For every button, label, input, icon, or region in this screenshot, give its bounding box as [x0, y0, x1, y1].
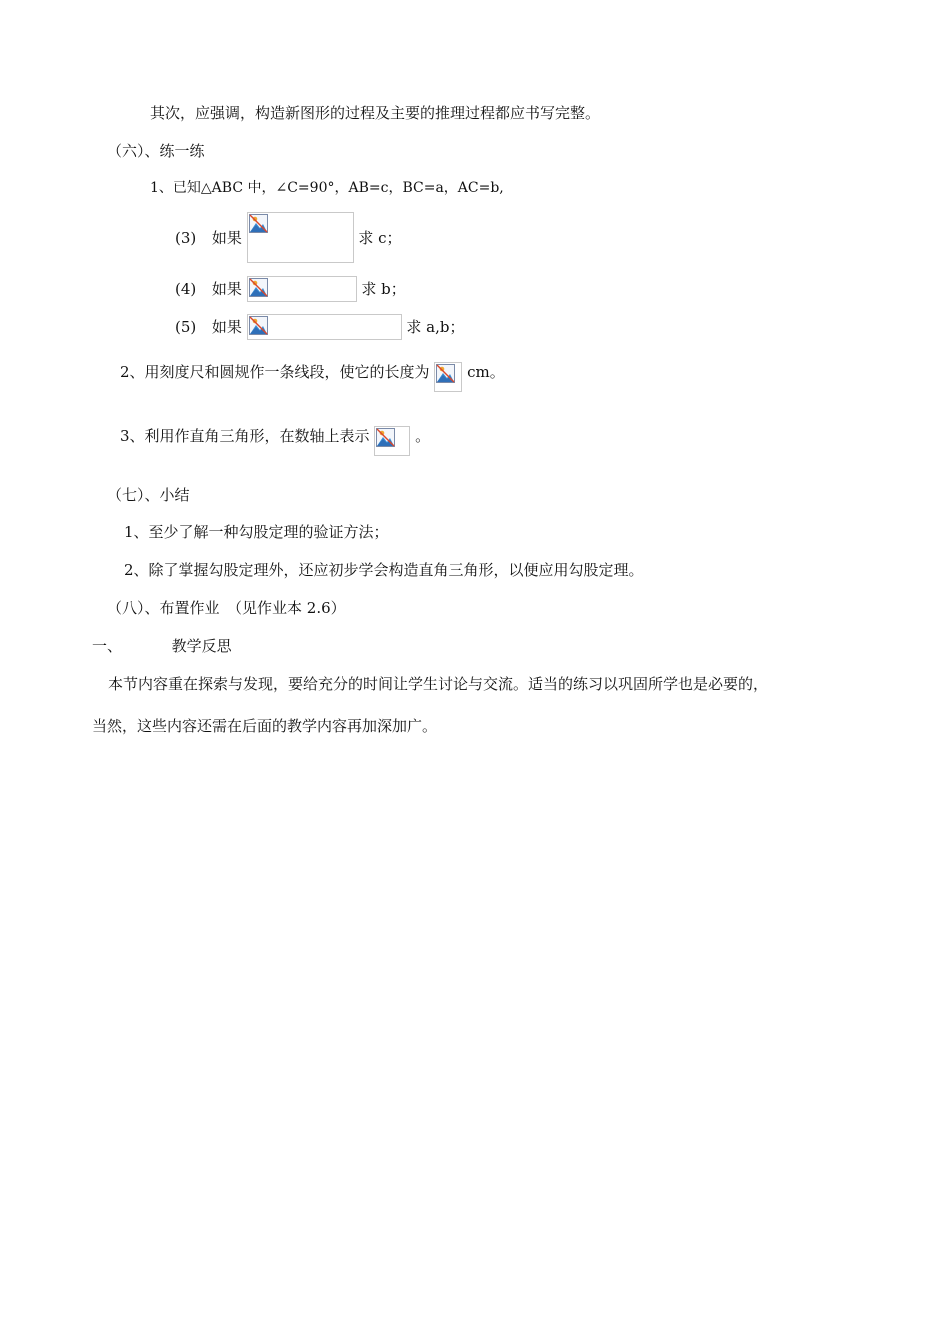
broken-image-icon [249, 316, 268, 335]
part-number: (4) [175, 280, 197, 298]
formula-image [247, 314, 402, 340]
broken-image-icon [249, 214, 268, 233]
question-2-unit: cm。 [467, 363, 505, 381]
heading-number: 一、 [92, 637, 123, 655]
question-1-part-3 [175, 212, 402, 264]
part-if-label: 如果 [211, 228, 242, 247]
question-2 [120, 362, 505, 394]
section-heading-practice: （六）、练一练 [107, 142, 205, 160]
formula-image [247, 276, 357, 302]
part-number: (5) [175, 318, 197, 336]
part-if-label: 如果 [211, 318, 242, 336]
heading-text: 教学反思 [171, 637, 232, 655]
part-number: (3) [175, 228, 197, 247]
broken-image-icon [376, 428, 395, 447]
question-3-end: 。 [415, 427, 431, 445]
heading-teaching-reflection [92, 636, 232, 656]
question-3-text: 3、利用作直角三角形，在数轴上表示 [120, 427, 370, 445]
question-1-premise: 1、已知△ABC 中，∠C=90°，AB=c，BC=a，AC=b, [150, 180, 504, 196]
part-find-label: 求 b； [361, 280, 406, 298]
part-find-label: 求 c； [358, 228, 402, 247]
broken-image-icon [436, 364, 455, 383]
summary-item-2: 2、除了掌握勾股定理外，还应初步学会构造直角三角形，以便应用勾股定理。 [124, 561, 644, 579]
formula-image [434, 362, 462, 392]
part-if-label: 如果 [211, 280, 242, 298]
question-3 [120, 426, 430, 458]
question-1-part-4 [175, 276, 406, 302]
section-heading-summary: （七）、小结 [107, 486, 190, 504]
reflection-paragraph-line-2: 当然，这些内容还需在后面的教学内容再加深加广。 [92, 717, 438, 735]
reflection-paragraph-line-1: 本节内容重在探索与发现，要给充分的时间让学生讨论与交流。适当的练习以巩固所学也是必要的， [108, 675, 769, 693]
section-heading-homework: （八）、布置作业 （见作业本 2.6） [107, 599, 346, 617]
formula-image [374, 426, 410, 456]
summary-item-1: 1、至少了解一种勾股定理的验证方法； [124, 523, 389, 541]
question-2-text: 2、用刻度尺和圆规作一条线段，使它的长度为 [120, 363, 430, 381]
paragraph-construction-note: 其次，应强调，构造新图形的过程及主要的推理过程都应书写完整。 [150, 104, 601, 122]
part-find-label: 求 a,b； [406, 318, 465, 336]
question-1-part-5 [175, 314, 464, 340]
broken-image-icon [249, 278, 268, 297]
formula-image [247, 212, 354, 263]
